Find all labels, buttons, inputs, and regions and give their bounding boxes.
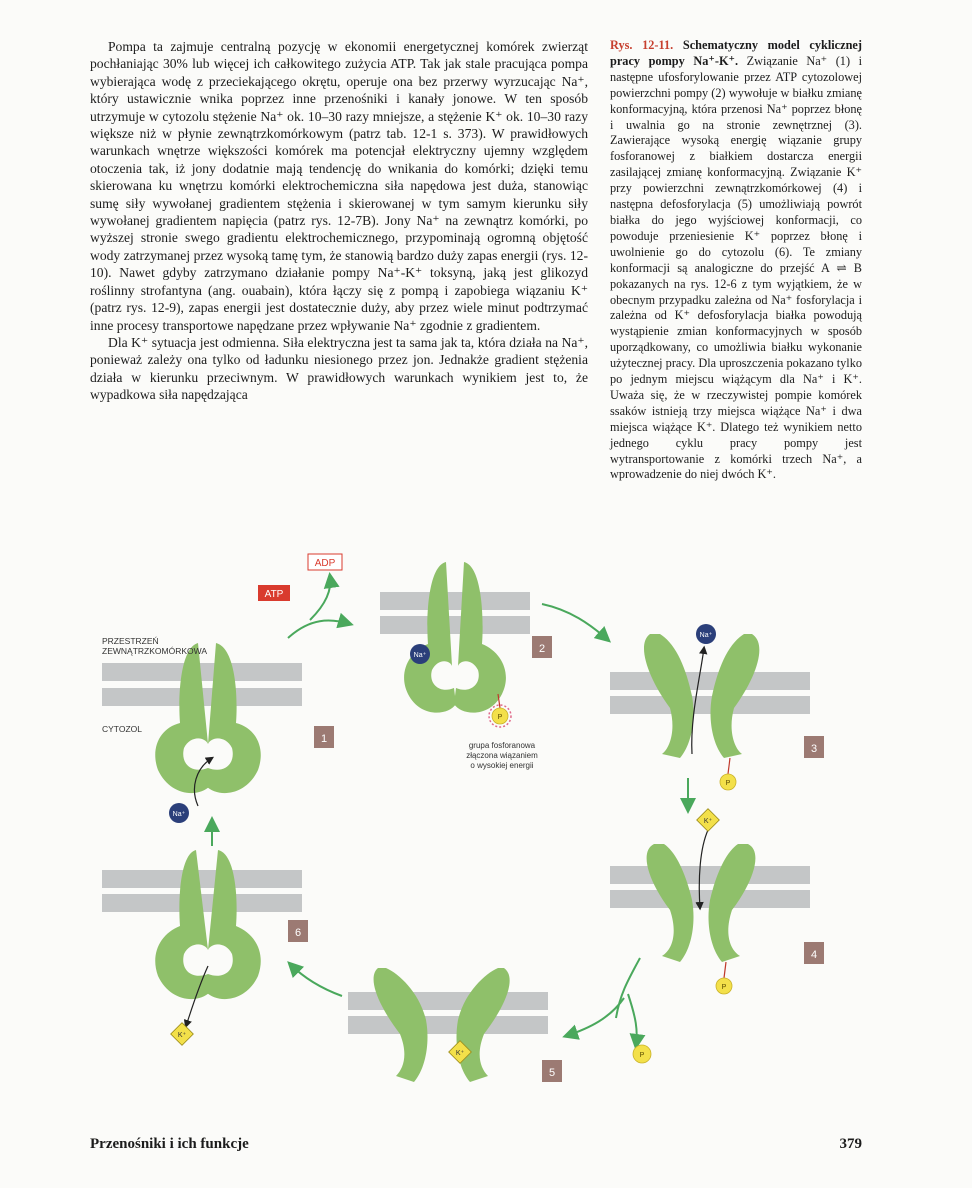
cycle-arrow-5-to-6 [290,964,342,996]
step-number-2: 2 [538,643,546,655]
caption-title: Schematyczny model cyklicznej pracy pompy Na⁺-K⁺. [610,38,862,68]
paragraph-1: Pompa ta zajmuje centralną pozycję w ekonomii energetycznej komórek zwierząt pochłaniając 30% lub więcej ich całkowitego zużycia ATP. Tak jak stale pracująca pompa wybierająca wodę z przeciekającego okrętu, operuje ona bez przerwy wyrzucając Na⁺, który ustawicznie wnika poprzez inne przenośniki i kanały jonowe. W ten sposób utrzymuje w cytozolu stężenie Na⁺ ok. 10–30 razy mniejsze, a stężenie K⁺ ok. 10–30 razy większe niż w płynie zewnątrzkomórkowym (patrz tab. 12-1 s. 373). W prawidłowych warunkach wnętrze większości komórek ma potencjał elektryczny ujemny względem otoczenia tak, iż jony dodatnie mają tendencję do wnikania do komórki; dzięki temu skierowana ku wnętrzu komórki elektrochemiczna siła napędowa jest duża, stanowiąc sumę siły wywołanej gradientem stężenia i skierowanej w tym samym kierunku siły wywołanej gradientem napięcia (patrz rys. 12-7B). Jony Na⁺ na zewnątrz komórki, po wyższej stronie swego gradientu elektrochemicznego, przypominają ogromną objętość wody zatrzymanej przez wysoką tamę tym, że stanowią bardzo duży zapas energii (rys. 12-10). Nawet gdyby zatrzymano działanie pompy Na⁺-K⁺ toksyną, jaką jest glikozyd roślinny strofantyna (ang. ouabain), która łączy się z pompą i zapobiega wiązaniu K⁺ (patrz rys. 12-9), zapas energii jest dostatecznie duży, aby przez wiele minut podtrzymać inne procesy transportowe napędzane przez wpływanie Na⁺ zgodnie z gradientem. [90,39,588,333]
step-4-group [566,809,824,1063]
label-extracellular-line2: ZEWNĄTRZKOMÓRKOWA [102,646,207,656]
phosphate-released-label: P [639,1052,645,1059]
phosphate-bond-4 [724,962,726,978]
phosphate-release-arrow [628,994,637,1046]
membrane-4-top [610,866,810,884]
membrane-2-top [380,592,530,610]
sodium-ion-2-label: Na⁺ [413,652,427,659]
step-number-3: 3 [810,743,818,755]
atp-label: ATP [264,589,284,600]
step-3-group [610,624,824,810]
running-footer-section: Przenośniki i ich funkcje [90,1136,249,1152]
label-cytosol: CYTOZOL [102,724,142,734]
potassium-ion-5-label: K⁺ [455,1050,465,1057]
step-5-group [290,964,562,1082]
phosphate-note-line3: o wysokiej energii [470,761,534,770]
paragraph-2: Dla K⁺ sytuacja jest odmienna. Siła elektryczna jest ta sama jak ta, która działa na Na⁺, ponieważ zależy ona tylko od ładunku niesionego przez jon. Jednakże gradient stężenia działa w kierunku przeciwnym. W prawidłowych warunkach wynikiem jest to, że wypadkowa siła napędzająca [90,334,588,403]
membrane-6-top [102,870,302,888]
cycle-arrow-4-to-5 [616,958,640,1018]
membrane-2-bottom [380,616,530,634]
caption-body: Związanie Na⁺ (1) i następne ufosforylowanie przez ATP cytozolowej powierzchni pompy (2) wywołuje w białku zmianę konformacyjną, która przenosi Na⁺ poprzez błonę i uwalnia go na stronie zewnętrznej (3). Zawierające wysoką energię wiązanie grupy fosforanowej z białkiem dostarcza energii zasilającej zmianę konformacyjną. Związanie K⁺ przy powierzchni zewnątrzkomórkowej (4) i następna defosforylacja (5) umożliwiają powrót białka do jego wyjściowej konformacji, co powoduje przeniesienie K⁺ poprzez błonę i uwolnienie go do cytozolu (6). Te zmiany konformacji są analogiczne do przejść A ⇌ B pokazanych na rys. 12-6 z tym wyjątkiem, że w obecnym przypadku zależna od Na⁺ fosforylacja i zależna od K⁺ defosforylacja białka powodują wystąpienie zmian konformacyjnych w sposób uporządkowany, co umożliwia białku wykonanie użytecznej pracy. Dla uproszczenia pokazano tylko po jednym miejscu wiążącym dla Na⁺ i K⁺. Uważa się, że w rzeczywistej pompie komórek ssaków istnieją trzy miejsca wiążące Na⁺ i dwa miejsca wiążące K⁺. Dlatego też wynikiem netto jednego cyklu pracy pompy jest wytransportowanie z komórki trzech Na⁺, a wprowadzenie do niej dwóch K⁺. [610,53,862,482]
pump-protein-2-left [404,562,456,713]
pump-protein-2-right [454,562,506,713]
page-number: 379 [839,1136,862,1152]
potassium-ion-4-label: K⁺ [703,818,713,825]
figure-caption [610,38,862,483]
phosphate-note-line1: grupa fosforanowa [468,741,536,750]
step-number-4: 4 [810,949,818,961]
phosphate-note-line2: złączona wiązaniem [466,751,538,760]
membrane-5-bottom [348,1016,548,1034]
phosphate-bond-3 [728,758,730,774]
potassium-ion-6-label: K⁺ [177,1032,187,1039]
membrane-1-top [102,663,302,681]
step-1-group [102,636,334,823]
phosphate-2-label: P [497,714,503,721]
step-number-1: 1 [320,733,328,745]
sodium-ion-1-label: Na⁺ [172,811,186,818]
membrane-3-bottom [610,696,810,714]
phosphate-4-label: P [721,984,727,991]
sodium-ion-3-label: Na⁺ [699,632,713,639]
step-6-group [102,820,308,1045]
step-2-group [380,562,608,770]
label-extracellular-line1: PRZESTRZEŃ [102,636,159,646]
adp-label: ADP [314,558,336,569]
main-text-column [90,38,588,404]
caption-number: Rys. 12-11. [610,38,674,52]
step-number-6: 6 [294,927,302,939]
atp-adp-group [258,554,350,638]
step-number-5: 5 [548,1067,556,1079]
membrane-3-top [610,672,810,690]
cycle-arrow-2-to-3 [542,604,608,640]
sodium-potassium-pump-figure [80,548,880,1108]
cycle-arrow-1-to-2 [288,621,350,638]
phosphate-3-label: P [725,780,731,787]
pump-cycle-diagram [80,548,880,1108]
adp-release-arrow [310,576,330,620]
